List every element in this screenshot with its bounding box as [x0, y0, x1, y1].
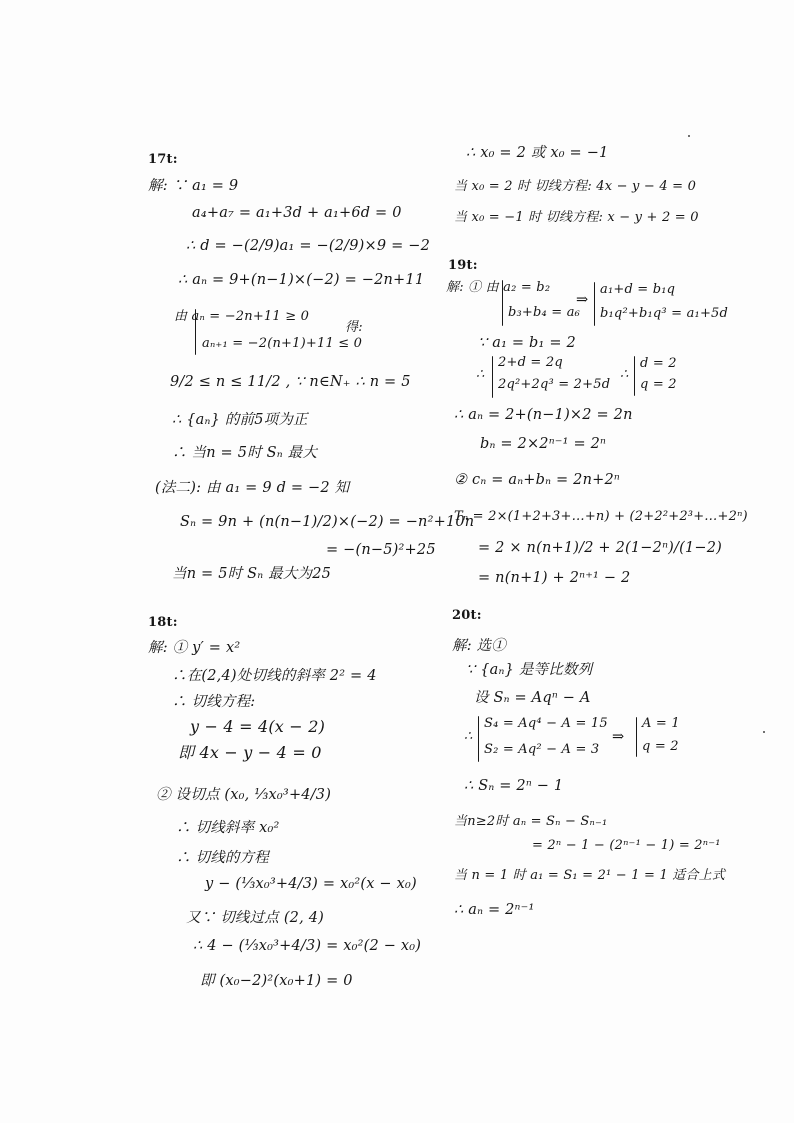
p18-line-11: ∴ 4 − (⅓x₀³+4/3) = x₀²(2 − x₀)	[193, 938, 422, 954]
p19-brace-3	[492, 356, 493, 398]
p19-brace-2	[594, 282, 595, 326]
p17-line-2: a₄+a₇ = a₁+3d + a₁+6d = 0	[192, 205, 402, 221]
p20-line-3: 设 Sₙ = Aqⁿ − A	[474, 690, 591, 706]
p17-line-8: ∴ 当n = 5时 Sₙ 最大	[172, 445, 318, 461]
p19-line-3c: 2q²+2q³ = 2+5d	[498, 377, 611, 392]
p17-line-7: ∴ {aₙ} 的前5项为正	[172, 412, 308, 428]
p18-line-7: ∴ 切线斜率 x₀²	[176, 820, 280, 836]
p19-line-5: bₙ = 2×2ⁿ⁻¹ = 2ⁿ	[480, 436, 607, 452]
p18-line-2: ∴在(2,4)处切线的斜率 2² = 4	[172, 668, 377, 684]
p20-line-4f: q = 2	[642, 739, 679, 754]
problem-18-header: 18t:	[148, 615, 178, 630]
problem-20-header: 20t:	[452, 608, 482, 623]
p17-line-1: 解: ∵ a₁ = 9	[148, 178, 239, 194]
p18-line-12: 即 (x₀−2)²(x₀+1) = 0	[200, 973, 353, 989]
p19-brace-4	[634, 356, 635, 396]
p19-line-3d: ∴	[620, 367, 629, 382]
p20-line-1: 解: 选①	[452, 638, 506, 654]
p17-line-5b: aₙ₊₁ = −2(n+1)+11 ≤ 0	[202, 336, 363, 351]
p18-cont-line-2: 当 x₀ = 2 时 切线方程: 4x − y − 4 = 0	[454, 179, 697, 194]
p19-line-2: ∵ a₁ = b₁ = 2	[478, 335, 576, 351]
p17-line-5c: 得:	[345, 320, 363, 335]
p20-line-4e: A = 1	[642, 716, 680, 731]
p20-brace-1	[478, 716, 479, 762]
p18-line-4: y − 4 = 4(x − 2)	[190, 717, 326, 736]
p19-line-9: = n(n+1) + 2ⁿ⁺¹ − 2	[478, 570, 631, 586]
p19-line-1c: ⇒	[576, 292, 589, 308]
p18-line-9: y − (⅓x₀³+4/3) = x₀²(x − x₀)	[205, 876, 417, 892]
problem-17-header: 17t:	[148, 152, 178, 167]
p18-line-3: ∴ 切线方程:	[172, 694, 256, 710]
p20-line-5: ∴ Sₙ = 2ⁿ − 1	[464, 778, 564, 794]
p17-line-9: (法二): 由 a₁ = 9 d = −2 知	[155, 480, 350, 496]
p19-line-7: Tₙ = 2×(1+2+3+…+n) + (2+2²+2³+…+2ⁿ)	[454, 509, 748, 524]
p20-line-4a: ∴	[464, 729, 473, 744]
p20-line-4b: S₄ = Aq⁴ − A = 15	[484, 716, 608, 731]
p18-cont-line-3: 当 x₀ = −1 时 切线方程: x − y + 2 = 0	[454, 210, 699, 225]
p19-line-1a: 解: ① 由 a₂ = b₂	[446, 280, 551, 295]
p19-line-6: ② cₙ = aₙ+bₙ = 2n+2ⁿ	[454, 472, 620, 488]
p19-line-3b: 2+d = 2q	[498, 355, 563, 370]
p20-brace-2	[636, 717, 637, 757]
p19-line-8: = 2 × n(n+1)/2 + 2(1−2ⁿ)/(1−2)	[478, 540, 723, 556]
p20-line-6: 当n≥2时 aₙ = Sₙ − Sₙ₋₁	[454, 814, 608, 829]
p17-line-10: Sₙ = 9n + (n(n−1)/2)×(−2) = −n²+10n	[180, 514, 475, 530]
p18-line-5: 即 4x − y − 4 = 0	[178, 743, 322, 762]
p17-line-6: 9/2 ≤ n ≤ 11/2 , ∵ n∈N₊ ∴ n = 5	[170, 374, 411, 390]
p20-line-9: ∴ aₙ = 2ⁿ⁻¹	[454, 902, 535, 918]
right-column	[440, 0, 794, 1123]
p20-line-4d: ⇒	[612, 729, 625, 745]
p18-line-8: ∴ 切线的方程	[176, 850, 270, 866]
p19-line-1b: b₃+b₄ = a₆	[508, 305, 581, 320]
scan-speck	[763, 731, 765, 733]
p18-line-10: 又∵ 切线过点 (2, 4)	[186, 910, 325, 926]
p17-line-11: = −(n−5)²+25	[326, 542, 436, 558]
p20-line-2: ∵ {aₙ} 是等比数列	[466, 662, 593, 678]
p18-line-1: 解: ① y′ = x²	[148, 640, 241, 656]
p17-line-5a: 由 aₙ = −2n+11 ≥ 0	[174, 309, 310, 324]
p19-line-4: ∴ aₙ = 2+(n−1)×2 = 2n	[454, 407, 633, 423]
problem-19-header: 19t:	[448, 258, 478, 273]
p17-line-3: ∴ d = −(2/9)a₁ = −(2/9)×9 = −2	[186, 238, 431, 254]
p19-line-3f: q = 2	[640, 377, 677, 392]
p20-line-8: 当 n = 1 时 a₁ = S₁ = 2¹ − 1 = 1 适合上式	[454, 868, 726, 883]
scan-speck	[688, 135, 690, 137]
p19-line-1e: b₁q²+b₁q³ = a₁+5d	[600, 306, 729, 321]
p19-line-3a: ∴	[476, 367, 485, 382]
p17-line-4: ∴ aₙ = 9+(n−1)×(−2) = −2n+11	[178, 272, 425, 288]
p19-line-3e: d = 2	[640, 356, 677, 371]
p18-line-6: ② 设切点 (x₀, ⅓x₀³+4/3)	[156, 787, 332, 803]
p17-line-12: 当n = 5时 Sₙ 最大为25	[172, 566, 332, 582]
p20-line-7: = 2ⁿ − 1 − (2ⁿ⁻¹ − 1) = 2ⁿ⁻¹	[532, 838, 721, 853]
p20-line-4c: S₂ = Aq² − A = 3	[484, 742, 600, 757]
p19-line-1d: a₁+d = b₁q	[600, 282, 676, 297]
p18-cont-line-1: ∴ x₀ = 2 或 x₀ = −1	[466, 145, 609, 161]
